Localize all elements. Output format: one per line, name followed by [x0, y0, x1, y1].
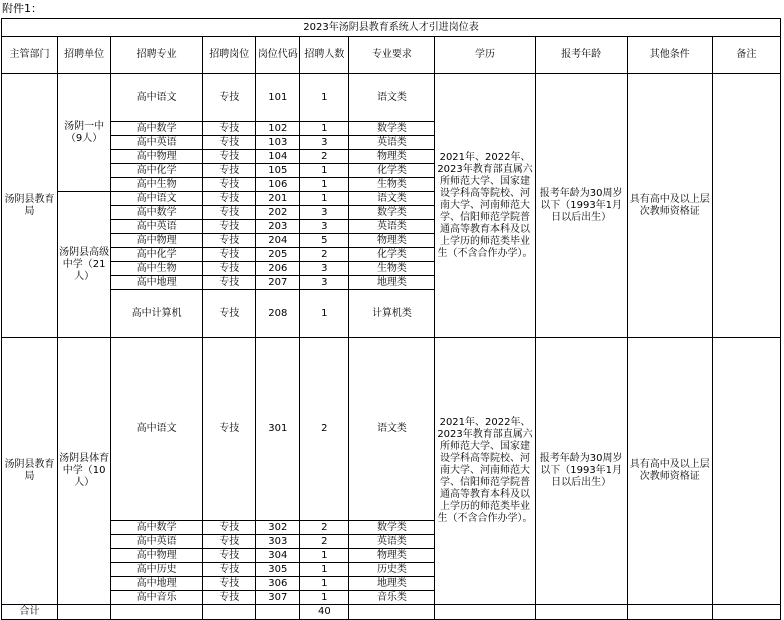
cell-code: 205 [256, 248, 300, 262]
cell-major: 高中语文 [111, 74, 203, 122]
total-count: 40 [300, 605, 349, 620]
cell-major: 高中化学 [111, 164, 203, 178]
header-unit: 招聘单位 [58, 37, 111, 74]
header-remark: 备注 [712, 37, 780, 74]
cell-requirement: 语文类 [349, 338, 435, 521]
cell-post: 专技 [203, 136, 256, 150]
cell-major: 高中数学 [111, 521, 203, 535]
cell-remark-2 [712, 338, 780, 605]
cell-requirement: 物理类 [349, 549, 435, 563]
total-remark-blank [712, 605, 780, 620]
cell-major: 高中化学 [111, 248, 203, 262]
cell-requirement: 历史类 [349, 563, 435, 577]
header-education: 学历 [435, 37, 535, 74]
cell-major: 高中计算机 [111, 290, 203, 338]
cell-major: 高中英语 [111, 220, 203, 234]
table-row [2, 74, 781, 122]
cell-code: 106 [256, 178, 300, 192]
cell-unit-1-1: 汤阴一中（9人） [58, 74, 111, 192]
cell-count: 1 [300, 122, 349, 136]
cell-code: 207 [256, 276, 300, 290]
cell-code: 301 [256, 338, 300, 521]
cell-code: 103 [256, 136, 300, 150]
cell-post: 专技 [203, 178, 256, 192]
cell-code: 303 [256, 535, 300, 549]
cell-requirement: 物理类 [349, 150, 435, 164]
cell-count: 2 [300, 248, 349, 262]
table-total-row [2, 605, 781, 620]
cell-requirement: 计算机类 [349, 290, 435, 338]
cell-count: 1 [300, 563, 349, 577]
cell-requirement: 音乐类 [349, 591, 435, 605]
cell-count: 3 [300, 220, 349, 234]
total-requirement-blank [349, 605, 435, 620]
cell-requirement: 数学类 [349, 206, 435, 220]
cell-major: 高中音乐 [111, 591, 203, 605]
cell-code: 204 [256, 234, 300, 248]
cell-count: 5 [300, 234, 349, 248]
cell-major: 高中物理 [111, 234, 203, 248]
cell-requirement: 英语类 [349, 136, 435, 150]
cell-department-1: 汤阴县教育局 [2, 74, 58, 338]
cell-count: 3 [300, 262, 349, 276]
cell-code: 203 [256, 220, 300, 234]
cell-code: 201 [256, 192, 300, 206]
cell-post: 专技 [203, 563, 256, 577]
cell-code: 206 [256, 262, 300, 276]
cell-post: 专技 [203, 577, 256, 591]
header-age: 报考年龄 [535, 37, 627, 74]
cell-major: 高中语文 [111, 338, 203, 521]
cell-major: 高中物理 [111, 150, 203, 164]
header-major: 招聘专业 [111, 37, 203, 74]
total-label: 合计 [2, 605, 58, 620]
cell-code: 105 [256, 164, 300, 178]
cell-major: 高中英语 [111, 535, 203, 549]
cell-code: 102 [256, 122, 300, 136]
cell-code: 208 [256, 290, 300, 338]
cell-unit-1-2: 汤阴县高级中学（21人） [58, 192, 111, 338]
cell-count: 3 [300, 276, 349, 290]
cell-code: 202 [256, 206, 300, 220]
cell-requirement: 生物类 [349, 262, 435, 276]
cell-post: 专技 [203, 276, 256, 290]
cell-requirement: 物理类 [349, 234, 435, 248]
cell-count: 1 [300, 178, 349, 192]
cell-requirement: 英语类 [349, 220, 435, 234]
cell-remark-1 [712, 74, 780, 338]
cell-count: 3 [300, 136, 349, 150]
table-header-row [2, 37, 781, 74]
cell-post: 专技 [203, 591, 256, 605]
cell-post: 专技 [203, 549, 256, 563]
attachment-label: 附件1： [2, 2, 42, 15]
cell-count: 2 [300, 338, 349, 521]
cell-post: 专技 [203, 150, 256, 164]
cell-post: 专技 [203, 122, 256, 136]
total-code-blank [256, 605, 300, 620]
cell-major: 高中生物 [111, 262, 203, 276]
cell-requirement: 英语类 [349, 535, 435, 549]
cell-post: 专技 [203, 262, 256, 276]
cell-count: 1 [300, 74, 349, 122]
cell-count: 1 [300, 591, 349, 605]
cell-education-2: 2021年、2022年、2023年教育部直属六所师范大学、国家建设学科高等院校、河南大学、河南师范大学、信阳师范学院普通高等教育本科及以上学历的师范类毕业生（不含合作办学）。 [435, 338, 535, 605]
table-title: 2023年汤阴县教育系统人才引进岗位表 [2, 19, 781, 37]
cell-count: 2 [300, 535, 349, 549]
total-education-blank [435, 605, 535, 620]
total-other-blank [627, 605, 712, 620]
cell-major: 高中历史 [111, 563, 203, 577]
cell-code: 304 [256, 549, 300, 563]
table-row [2, 338, 781, 521]
cell-code: 104 [256, 150, 300, 164]
cell-requirement: 语文类 [349, 74, 435, 122]
cell-count: 2 [300, 150, 349, 164]
table-title-row [2, 19, 781, 37]
cell-code: 307 [256, 591, 300, 605]
header-department: 主管部门 [2, 37, 58, 74]
cell-requirement: 地理类 [349, 577, 435, 591]
cell-post: 专技 [203, 164, 256, 178]
header-count: 招聘人数 [300, 37, 349, 74]
cell-code: 302 [256, 521, 300, 535]
cell-count: 1 [300, 164, 349, 178]
cell-major: 高中地理 [111, 577, 203, 591]
cell-post: 专技 [203, 535, 256, 549]
cell-post: 专技 [203, 74, 256, 122]
cell-requirement: 生物类 [349, 178, 435, 192]
cell-unit-2-1: 汤阴县体育中学（10人） [58, 338, 111, 605]
total-post-blank [203, 605, 256, 620]
cell-count: 1 [300, 290, 349, 338]
header-post: 招聘岗位 [203, 37, 256, 74]
cell-requirement: 数学类 [349, 122, 435, 136]
cell-code: 306 [256, 577, 300, 591]
cell-count: 1 [300, 549, 349, 563]
cell-other-2: 具有高中及以上层次教师资格证 [627, 338, 712, 605]
total-major-blank [111, 605, 203, 620]
cell-age-1: 报考年龄为30周岁以下（1993年1月日以后出生） [535, 74, 627, 338]
cell-post: 专技 [203, 234, 256, 248]
cell-major: 高中语文 [111, 192, 203, 206]
cell-requirement: 化学类 [349, 164, 435, 178]
cell-department-2: 汤阴县教育局 [2, 338, 58, 605]
cell-post: 专技 [203, 290, 256, 338]
cell-major: 高中物理 [111, 549, 203, 563]
cell-count: 3 [300, 206, 349, 220]
cell-post: 专技 [203, 220, 256, 234]
cell-major: 高中地理 [111, 276, 203, 290]
cell-post: 专技 [203, 521, 256, 535]
cell-requirement: 化学类 [349, 248, 435, 262]
total-unit-blank [58, 605, 111, 620]
header-requirement: 专业要求 [349, 37, 435, 74]
cell-age-2: 报考年龄为30周岁以下（1993年1月日以后出生） [535, 338, 627, 605]
cell-code: 101 [256, 74, 300, 122]
cell-requirement: 语文类 [349, 192, 435, 206]
cell-major: 高中生物 [111, 178, 203, 192]
cell-other-1: 具有高中及以上层次教师资格证 [627, 74, 712, 338]
header-other: 其他条件 [627, 37, 712, 74]
cell-major: 高中数学 [111, 122, 203, 136]
cell-requirement: 数学类 [349, 521, 435, 535]
cell-post: 专技 [203, 338, 256, 521]
cell-post: 专技 [203, 248, 256, 262]
cell-requirement: 地理类 [349, 276, 435, 290]
header-code: 岗位代码 [256, 37, 300, 74]
cell-count: 2 [300, 521, 349, 535]
cell-count: 1 [300, 577, 349, 591]
cell-count: 1 [300, 192, 349, 206]
total-age-blank [535, 605, 627, 620]
cell-code: 305 [256, 563, 300, 577]
cell-education-1: 2021年、2022年、2023年教育部直属六所师范大学、国家建设学科高等院校、河南大学、河南师范大学、信阳师范学院普通高等教育本科及以上学历的师范类毕业生（不含合作办学）。 [435, 74, 535, 338]
cell-post: 专技 [203, 192, 256, 206]
cell-major: 高中数学 [111, 206, 203, 220]
recruitment-positions-table [1, 18, 781, 620]
cell-major: 高中英语 [111, 136, 203, 150]
cell-post: 专技 [203, 206, 256, 220]
